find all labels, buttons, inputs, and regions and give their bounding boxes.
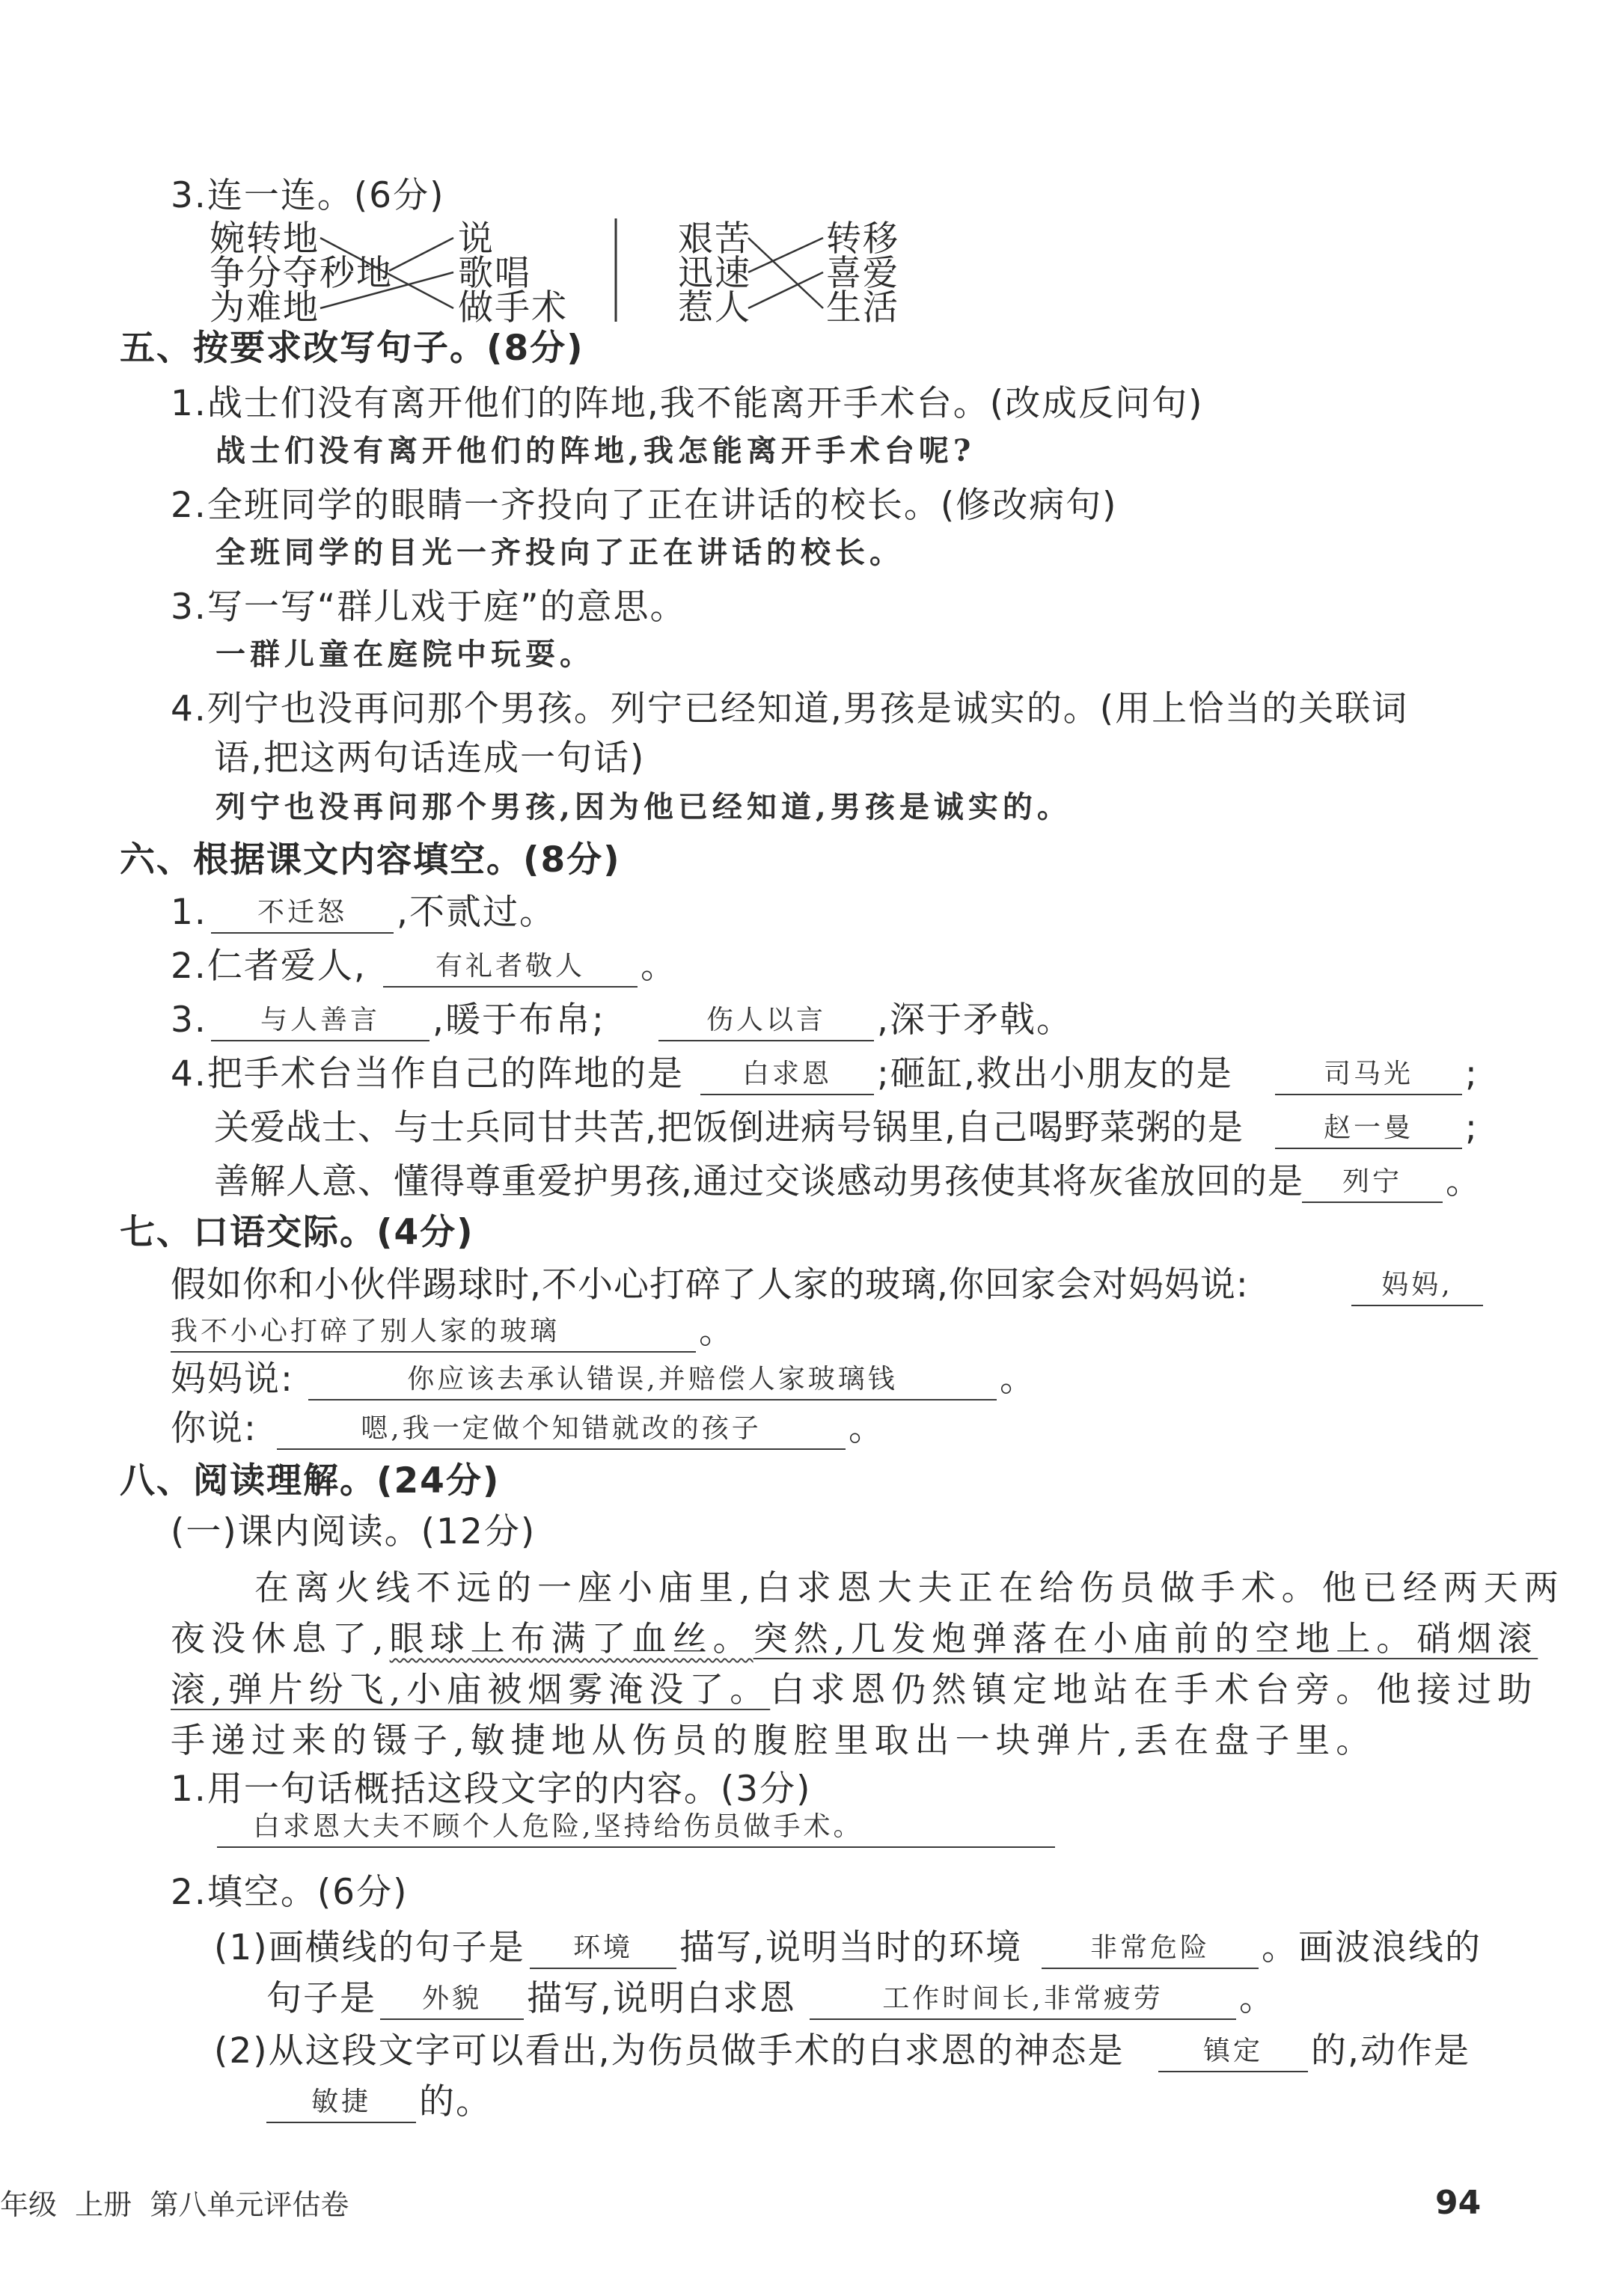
s8-q2-2-pre: (2)从这段文字可以看出,为伤员做手术的白求恩的神态是 (214, 2030, 1125, 2072)
s7-l4-post: 。 (849, 1408, 885, 1449)
s6-l2-blank (383, 947, 638, 988)
s5-q3: 3.写一写“群儿戏于庭”的意思。 (171, 587, 687, 628)
s7-l2-post: 。 (699, 1311, 736, 1352)
match-left-2: 争分夺秒地 (210, 253, 393, 294)
s8-q2-1-pre: (1)画横线的句子是 (214, 1927, 525, 1968)
s8-q2-1-answer2: 非常危险 (1089, 1932, 1210, 1963)
s8-a1-answer: 白求恩大夫不顾个人危险,坚持给伤员做手术。 (253, 1811, 863, 1842)
match-left-3: 为难地 (210, 287, 320, 328)
s7-l4-pre: 你说: (171, 1408, 257, 1449)
s8-q2-2-blank1 (1158, 2032, 1308, 2072)
s8-q1: 1.用一句话概括这段文字的内容。(3分) (171, 1769, 812, 1810)
match-right-right-2: 喜爱 (826, 253, 899, 294)
s6-l6-blank (1302, 1163, 1443, 1203)
s7-l4-blank (277, 1409, 846, 1450)
s8-q2-1b-post: 。 (1239, 1978, 1276, 2019)
s7-l3-answer: 你应该去承认错误,并赔偿人家玻璃钱 (407, 1364, 898, 1395)
q3-title: 3.连一连。(6分) (171, 175, 445, 216)
match-right-left-3: 惹人 (678, 287, 751, 328)
match-right-left-1: 艰苦 (678, 218, 751, 260)
s6-l3-blank1 (211, 1001, 430, 1041)
s5-q4-line1: 4.列宁也没再问那个男孩。列宁已经知道,男孩是诚实的。(用上恰当的关联词 (171, 688, 1409, 729)
s7-l4-answer: 嗯,我一定做个知错就改的孩子 (361, 1413, 762, 1444)
s6-l4-pre: 4.把手术台当作自己的阵地的是 (171, 1053, 684, 1095)
match-left-1: 婉转地 (210, 218, 320, 260)
s6-l4-answer1: 白求恩 (742, 1059, 832, 1089)
s6-l1-blank (211, 893, 394, 934)
s6-l3-post: ,深于矛戟。 (877, 999, 1073, 1041)
passage-line-3: 滚,弹片纷飞,小庙被烟雾淹没了。白求恩仍然镇定地站在手术台旁。他接过助 (171, 1669, 1538, 1709)
s6-l5-blank (1275, 1109, 1462, 1149)
s5-a4: 列宁也没再问那个男孩,因为他已经知道,男孩是诚实的。 (215, 789, 1072, 824)
s6-l6-pre: 善解人意、懂得尊重爱护男孩,通过交谈感动男孩使其将灰雀放回的是 (214, 1161, 1303, 1202)
s6-l3-answer1: 与人善言 (260, 1005, 380, 1035)
s8-q2-1-post: 。画波浪线的 (1262, 1927, 1482, 1968)
passage-line-1: 在离火线不远的一座小庙里,白求恩大夫正在给伤员做手术。他已经两天两 (254, 1567, 1565, 1608)
s6-l4-blank2 (1275, 1055, 1462, 1095)
s6-l3-pre: 3. (171, 999, 207, 1041)
s8-subtitle: (一)课内阅读。(12分) (171, 1511, 537, 1552)
s7-l3-pre: 妈妈说: (171, 1359, 294, 1400)
match-line-2 (389, 238, 453, 271)
s6-l2-answer: 有礼者敬人 (435, 951, 585, 982)
s8-q2-2-post: 的,动作是 (1311, 2030, 1470, 2072)
s8-q2-1-answer1: 环境 (572, 1932, 633, 1963)
s5-a1: 战士们没有离开他们的阵地,我怎能离开手术台呢? (215, 433, 976, 468)
underlined-sentence-part1: 突然,几发炮弹落在小庙前的空地上。硝烟滚 (753, 1618, 1538, 1659)
s6-l4-post: ; (1465, 1053, 1479, 1095)
match-line-3 (320, 272, 453, 308)
s6-l6-post: 。 (1446, 1161, 1482, 1202)
match-right-right-3: 生活 (826, 287, 899, 328)
s6-l2-post: 。 (641, 946, 677, 987)
s6-l4-answer2: 司马光 (1323, 1059, 1413, 1089)
s5-a2: 全班同学的目光一齐投向了正在讲话的校长。 (215, 535, 904, 570)
passage-line-2: 夜没休息了,眼球上布满了血丝。突然,几发炮弹落在小庙前的空地上。硝烟滚 (171, 1618, 1538, 1659)
s8-q2-2b-answer: 敏捷 (311, 2087, 371, 2117)
s6-l5-answer: 赵一曼 (1323, 1112, 1413, 1143)
s8-a1-blank (217, 1807, 1055, 1848)
match-line-4 (748, 238, 823, 308)
s8-q2-2-answer1: 镇定 (1202, 2036, 1263, 2066)
match-mid-3: 做手术 (458, 287, 568, 328)
s6-l2-pre: 2.仁者爱人, (171, 946, 367, 987)
s6-l5-post: ; (1465, 1107, 1479, 1148)
s8-q2-1-mid: 描写,说明当时的环境 (679, 1927, 1022, 1968)
s5-a3: 一群儿童在庭院中玩耍。 (215, 637, 594, 672)
passage-line-4: 手递过来的镊子,敏捷地从伤员的腹腔里取出一块弹片,丢在盘子里。 (171, 1720, 1377, 1760)
match-right-right-1: 转移 (826, 218, 899, 260)
s6-l3-answer2: 伤人以言 (706, 1005, 826, 1035)
s6-l5-pre: 关爱战士、与士兵同甘共苦,把饭倒进病号锅里,自己喝野菜粥的是 (214, 1107, 1244, 1148)
section-8-title: 八、阅读理解。(24分) (120, 1460, 501, 1501)
s8-q2-1-blank2 (1042, 1929, 1259, 1969)
s8-q2-1-blank1 (530, 1929, 676, 1969)
s8-q2-1b-answer1: 外貌 (421, 1983, 482, 2014)
s6-l4-blank1 (700, 1055, 874, 1095)
s7-l2-answer: 我不小心打碎了别人家的玻璃 (171, 1316, 560, 1347)
s6-l3-mid: ,暖于布帛; (432, 999, 605, 1041)
s7-l3-blank (308, 1360, 997, 1400)
s6-l4-mid: ;砸缸,救出小朋友的是 (877, 1053, 1233, 1095)
s8-q2-2b-post: 的。 (419, 2081, 492, 2122)
match-line-5 (748, 238, 823, 272)
section-6-title: 六、根据课文内容填空。(8分) (120, 839, 621, 881)
s8-q2-1b-blank1 (380, 1980, 524, 2020)
s7-l1-pre: 假如你和小伙伴踢球时,不小心打碎了人家的玻璃,你回家会对妈妈说: (171, 1264, 1249, 1305)
match-mid-2: 歌唱 (458, 253, 531, 294)
s6-l1-post: ,不贰过。 (397, 892, 556, 933)
underlined-sentence-part2: 滚,弹片纷飞,小庙被烟雾淹没了。 (171, 1669, 771, 1709)
match-right-left-2: 迅速 (678, 253, 751, 294)
s8-q2-1b-answer2: 工作时间长,非常疲劳 (882, 1983, 1164, 2014)
match-line-6 (748, 272, 823, 308)
footer-text: 年级 上册 第八单元评估卷 (0, 2188, 349, 2221)
s8-q2-1b-mid: 描写,说明白求恩 (527, 1978, 796, 2019)
s8-q2-1b-blank2 (810, 1980, 1236, 2020)
s6-l1-answer: 不迁怒 (257, 897, 347, 928)
section-7-title: 七、口语交际。(4分) (120, 1212, 474, 1253)
s8-q2: 2.填空。(6分) (171, 1872, 409, 1913)
wavy-underlined-sentence: 眼球上布满了血丝。 (389, 1618, 753, 1659)
s7-l1-blank (1351, 1266, 1483, 1306)
s5-q2: 2.全班同学的眼睛一齐投向了正在讲话的校长。(修改病句) (171, 485, 1118, 526)
s6-l6-answer: 列宁 (1342, 1166, 1402, 1197)
s7-l3-post: 。 (1000, 1359, 1036, 1400)
s6-l3-blank2 (658, 1001, 874, 1041)
section-5-title: 五、按要求改写句子。(8分) (120, 328, 584, 369)
page-number: 94 (1435, 2184, 1482, 2222)
s7-l1-answer: 妈妈, (1381, 1270, 1453, 1300)
s8-q2-1b-pre: 句子是 (266, 1978, 376, 2019)
s6-l1-pre: 1. (171, 892, 207, 933)
s5-q4-line2: 语,把这两句话连成一句话) (214, 738, 646, 779)
match-mid-1: 说 (458, 218, 495, 260)
s5-q1: 1.战士们没有离开他们的阵地,我不能离开手术台。(改成反问句) (171, 383, 1204, 424)
s7-l2-blank (171, 1312, 696, 1353)
s8-q2-2b-blank (266, 2083, 416, 2123)
